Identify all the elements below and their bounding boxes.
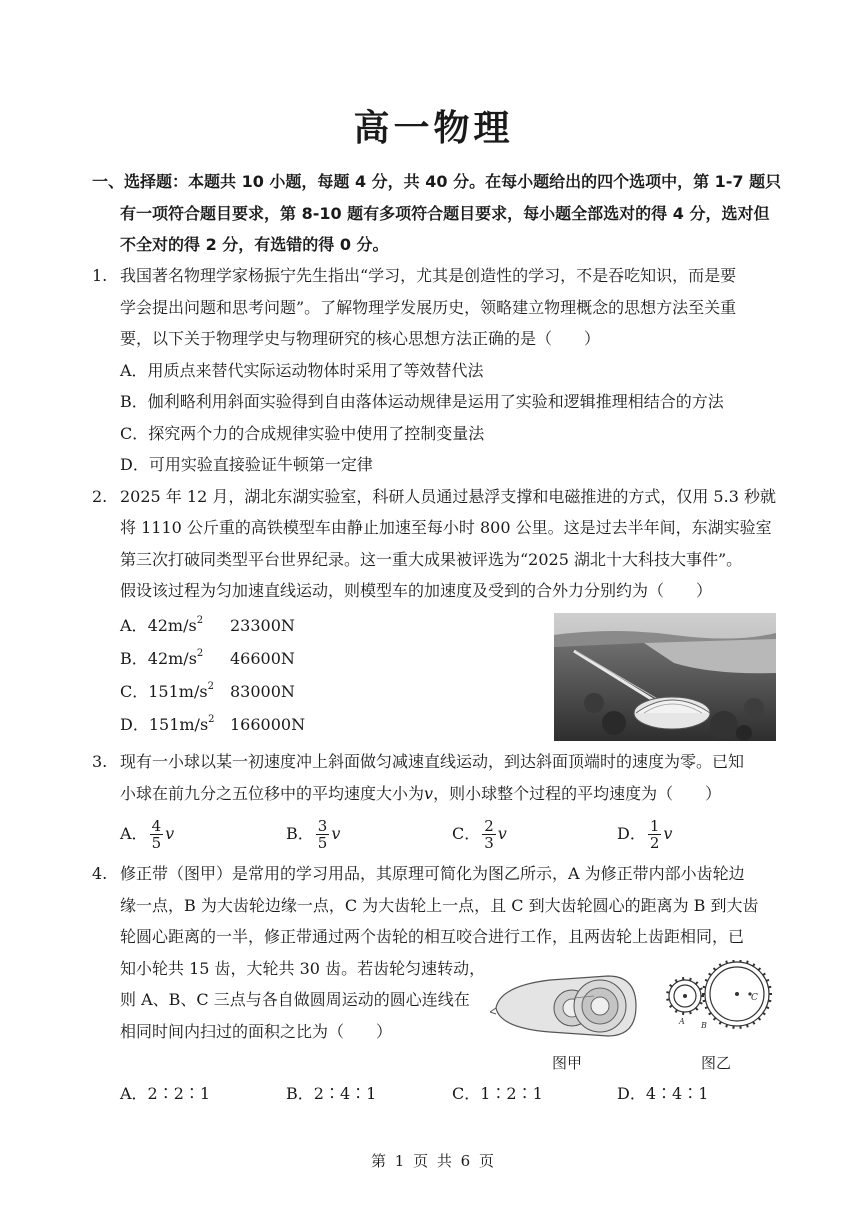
section-header-line-3: 不全对的得 2 分，有选错的得 0 分。 xyxy=(120,235,389,254)
q3-number: 3. xyxy=(92,752,108,771)
q3-option-d-numerator: 1 xyxy=(649,817,660,835)
gear-tooth xyxy=(753,1022,755,1025)
q2-stem-line-2: 将 1110 公斤重的高铁模型车由静止加速至每小时 800 公里。这是过去半年间，东湖实验室 xyxy=(120,518,772,537)
gear-tooth xyxy=(676,980,678,983)
section-header-line-1: 一、选择题：本题共 10 小题，每题 4 分，共 40 分。在每小题给出的四个选项中，第 1-7 题只 xyxy=(92,172,782,191)
correction-tape-figure xyxy=(490,968,640,1042)
gear-tooth xyxy=(700,1003,703,1004)
q3-option-c-numerator: 2 xyxy=(484,817,494,835)
q2-option-d xyxy=(120,714,306,735)
q1-option-c: C．探究两个力的合成规律实验中使用了控制变量法 xyxy=(120,424,485,443)
gear-tooth xyxy=(758,968,760,970)
q2-option-c xyxy=(120,681,295,702)
q3-option-c-label: C． xyxy=(452,824,481,843)
gear-tooth xyxy=(720,964,722,967)
q1-stem-line-1: 我国著名物理学家杨振宁先生指出“学习，尤其是创造性的学习，不是吞吃知识，而是要 xyxy=(120,266,737,285)
q2-option-c-exp: 2 xyxy=(207,681,214,692)
page-title: 高一物理 xyxy=(353,108,514,149)
gear-tooth xyxy=(709,973,711,975)
gear-tooth xyxy=(670,1005,672,1007)
gear-tooth xyxy=(703,987,706,988)
gear-tooth xyxy=(726,1024,727,1027)
figure-caption-b: 图乙 xyxy=(701,1054,732,1072)
q2-option-d-force: 166000N xyxy=(230,715,306,734)
gear-tooth xyxy=(714,1018,716,1020)
q2-option-b-acc: 42m/s xyxy=(147,649,197,668)
q4-option-d: D．4∶4∶1 xyxy=(617,1084,709,1103)
q3-stem-line-2 xyxy=(120,784,721,804)
gear-tooth xyxy=(709,1013,711,1015)
q3-stem-line-2-part-a: 小球在前九分之五位移中的平均速度大小为 xyxy=(120,784,425,803)
q4-number: 4. xyxy=(92,864,108,883)
q4-option-b: B．2∶4∶1 xyxy=(286,1084,377,1103)
q4-stem-line-1: 修正带（图甲）是常用的学习用品，其原理可简化为图乙所示，A 为修正带内部小齿轮边 xyxy=(120,864,745,883)
q3-option-d-denominator: 2 xyxy=(649,834,660,852)
q3-option-b-var: v xyxy=(331,824,341,843)
q2-option-a-acc: 42m/s xyxy=(147,616,197,635)
gear-tooth xyxy=(766,1007,769,1008)
gear-tooth xyxy=(666,999,669,1000)
q3-option-d-var: v xyxy=(663,824,673,843)
q4-option-a: A．2∶2∶1 xyxy=(120,1084,211,1103)
q3-option-a-denominator: 5 xyxy=(151,834,162,852)
lab-aerial-photo xyxy=(554,613,776,741)
gear-tooth xyxy=(753,964,755,967)
q3-option-d xyxy=(617,818,672,851)
q3-option-d-label: D． xyxy=(617,824,646,843)
q2-option-b-exp: 2 xyxy=(196,648,204,659)
q3-option-c xyxy=(452,818,507,851)
gear-tooth xyxy=(714,968,716,970)
q3-option-b-numerator: 3 xyxy=(317,817,328,835)
q3-option-b-denominator: 5 xyxy=(317,834,328,852)
figure-caption-a: 图甲 xyxy=(552,1054,583,1072)
q3-option-a-var: v xyxy=(165,824,175,843)
q2-option-a-force: 23300N xyxy=(230,616,295,635)
q2-option-c-label: C． xyxy=(120,682,149,701)
gear-tooth xyxy=(696,1008,698,1010)
q3-option-b xyxy=(286,818,340,851)
gear-tooth xyxy=(690,1011,691,1014)
q2-option-a-exp: 2 xyxy=(196,615,204,626)
gear-tooth xyxy=(700,988,703,989)
gear-tooth xyxy=(726,961,727,964)
q3-option-a-label: A． xyxy=(120,824,148,843)
gear-tooth xyxy=(763,1013,765,1015)
q2-option-d-acc: 151m/s xyxy=(148,715,209,734)
q2-option-c-force: 83000N xyxy=(230,682,295,701)
q4-stem-line-3: 轮圆心距离的一半，修正带通过两个齿轮的相互咬合进行工作，且两齿轮上齿距相同，已 xyxy=(120,927,745,946)
gear-tooth xyxy=(720,1022,722,1025)
gear-tooth xyxy=(747,961,748,964)
q2-stem-line-3: 第三次打破同类型平台世界纪录。这一重大成果被评选为“2025 湖北十大科技大事件”。 xyxy=(120,550,743,569)
gear-tooth xyxy=(676,1010,678,1013)
q2-option-a xyxy=(120,615,295,636)
q3-option-c-fraction xyxy=(482,818,496,851)
q3-option-b-fraction xyxy=(316,818,330,851)
q2-option-b-label: B． xyxy=(120,649,148,668)
gear-tooth xyxy=(758,1018,760,1020)
q2-stem-line-1: 2025 年 12 月，湖北东湖实验室，科研人员通过悬浮支撑和电磁推进的方式，仅用 5.3 秒就 xyxy=(120,487,776,506)
q4-stem-line-6: 相同时间内扫过的面积之比为（ ） xyxy=(120,1022,393,1041)
gear-tooth xyxy=(768,1001,771,1002)
gear-tooth xyxy=(766,980,769,981)
gear-tooth xyxy=(747,1024,748,1027)
q1-number: 1. xyxy=(92,266,108,285)
q3-option-a xyxy=(120,818,174,851)
q3-stem-line-2-part-b: ，则小球整个过程的平均速度为（ ） xyxy=(433,784,722,803)
gear-tooth xyxy=(763,973,765,975)
q3-stem-variable-v: v xyxy=(424,784,434,803)
q1-option-b: B．伽利略利用斜面实验得到自由落体运动规律是运用了实验和逻辑推理相结合的方法 xyxy=(120,392,724,411)
section-header-line-2: 有一项符合题目要求，第 8-10 题有多项符合题目要求，每小题全部选对的得 4 分，选对但 xyxy=(120,204,770,223)
q2-option-b-force: 46600N xyxy=(230,649,295,668)
q2-option-a-label: A． xyxy=(120,616,148,635)
page-footer: 第 1 页 共 6 页 xyxy=(371,1152,496,1170)
q3-option-b-label: B． xyxy=(286,824,314,843)
gear-label-a: A xyxy=(679,1017,685,1026)
gear-diagram xyxy=(655,960,775,1032)
gear-tooth xyxy=(705,980,708,981)
q2-stem-line-4: 假设该过程为匀加速直线运动，则模型车的加速度及受到的合外力分别约为（ ） xyxy=(120,581,713,600)
q3-option-a-numerator: 4 xyxy=(151,817,162,835)
q1-option-d: D．可用实验直接验证牛顿第一定律 xyxy=(120,455,373,474)
q4-stem-line-4: 知小轮共 15 齿，大轮共 30 齿。若齿轮匀速转动， xyxy=(120,959,486,978)
gear-tooth xyxy=(703,1001,706,1002)
q3-stem-line-1: 现有一小球以某一初速度冲上斜面做匀减速直线运动，到达斜面顶端时的速度为零。已知 xyxy=(120,752,745,771)
q2-option-d-label: D． xyxy=(120,715,149,734)
q3-option-d-fraction xyxy=(648,818,662,851)
gear-tooth xyxy=(666,992,669,993)
q4-stem-line-5: 则 A、B、C 三点与各自做圆周运动的圆心连线在 xyxy=(120,990,470,1009)
gear-tooth xyxy=(705,1007,708,1008)
q2-option-d-exp: 2 xyxy=(208,714,215,725)
q1-stem-line-2: 学会提出问题和思考问题”。了解物理学发展历史，领略建立物理概念的思想方法至关重 xyxy=(120,298,737,317)
q1-stem-line-3: 要，以下关于物理学史与物理研究的核心思想方法正确的是（ ） xyxy=(120,329,601,348)
q4-stem-line-2: 缘一点，B 为大齿轮边缘一点，C 为大齿轮上一点，且 C 到大齿轮圆心的距离为 B 到大齿 xyxy=(120,896,759,915)
q3-option-c-var: v xyxy=(497,824,507,843)
gear-tooth xyxy=(768,987,771,988)
gear-tooth xyxy=(690,978,691,981)
gear-label-c: C xyxy=(751,993,758,1003)
q2-option-c-acc: 151m/s xyxy=(148,682,208,701)
gear-tooth xyxy=(696,982,698,984)
q1-option-a: A．用质点来替代实际运动物体时采用了等效替代法 xyxy=(120,361,484,380)
gear-label-b: B xyxy=(701,1021,707,1030)
q2-option-b xyxy=(120,648,295,669)
gear-tooth xyxy=(670,985,672,987)
q2-number: 2. xyxy=(92,487,108,506)
q4-option-c: C．1∶2∶1 xyxy=(452,1084,543,1103)
q3-option-a-fraction xyxy=(150,818,164,851)
q3-option-c-denominator: 3 xyxy=(484,834,494,852)
